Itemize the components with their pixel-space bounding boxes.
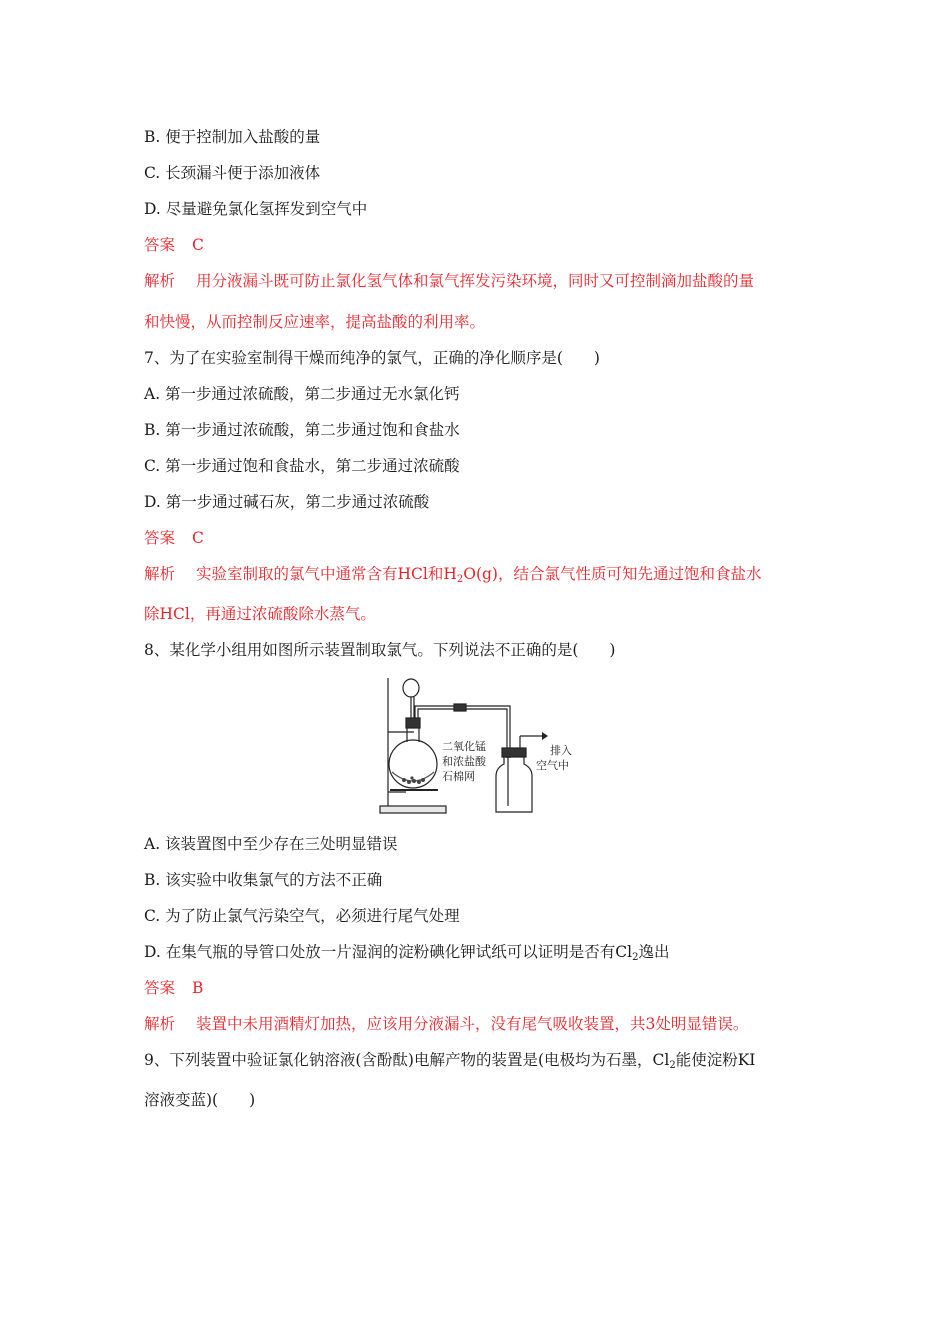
q6-explanation-line-2: 和快慢，从而控制反应速率，提高盐酸的利用率。 [144,313,486,331]
answer-value: C [192,529,204,547]
funnel-bulb [403,679,419,697]
explanation-text: 用分液漏斗既可防止氯化氢气体和氯气挥发污染环境，同时又可控制滴加盐酸的量 [196,272,755,290]
stem-text-post: 能使淀粉KI [675,1051,756,1069]
label-reagent-1: 二氧化锰 [442,740,486,753]
explanation-text-pre: 实验室制取的氯气中通常含有HCl和H [196,565,457,583]
q8-explanation-line-1 [144,1014,748,1034]
q6-explanation-line-1 [144,271,754,291]
q7-explanation-line-2: 除HCl，再通过浓硫酸除水蒸气。 [144,605,376,623]
stem-text-pre: 9、下列装置中验证氯化钠溶液(含酚酞)电解产物的装置是(电极均为石墨，Cl [144,1051,670,1069]
q7-option-c: C. 第一步通过饱和食盐水，第二步通过浓硫酸 [144,457,460,475]
explanation-label: 解析 [144,272,176,290]
subscript: 2 [632,952,639,963]
explanation-text-post: O(g)，结合氯气性质可知先通过饱和食盐水 [463,565,762,583]
option-text-post: 逸出 [638,943,670,961]
q9-stem-line-2: 溶液变蓝)( ) [144,1091,256,1109]
q8-stem: 8、某化学小组用如图所示装置制取氯气。下列说法不正确的是( ) [144,641,616,659]
flask-stopper [406,718,420,728]
q6-option-c: C. 长颈漏斗便于添加液体 [144,164,321,182]
subscript: 2 [456,574,464,585]
manganese-dioxide [402,776,425,784]
q7-option-b: B. 第一步通过浓硫酸，第二步通过饱和食盐水 [144,421,460,439]
bottle-stopper [502,748,526,757]
q7-stem: 7、为了在实验室制得干燥而纯净的氯气，正确的净化顺序是( ) [144,349,600,367]
label-gauze: 石棉网 [442,770,475,783]
chlorine-apparatus-figure [368,672,588,820]
stand-base [380,806,446,813]
q8-answer [144,978,203,998]
q6-option-b: B. 便于控制加入盐酸的量 [144,128,321,146]
q8-option-c: C. 为了防止氯气污染空气，必须进行尾气处理 [144,907,460,925]
q9-stem-line-1 [144,1050,755,1070]
tube-joint [454,704,466,711]
answer-label: 答案 [144,236,176,254]
q8-option-b: B. 该实验中收集氯气的方法不正确 [144,871,383,889]
q7-option-d: D. 第一步通过碱石灰，第二步通过浓硫酸 [144,493,430,511]
explanation-label: 解析 [144,565,176,583]
q8-option-d [144,942,669,962]
label-reagent-2: 和浓盐酸 [442,755,486,768]
label-exhaust-1: 排入 [550,744,572,757]
q6-option-d: D. 尽量避免氯化氢挥发到空气中 [144,200,368,218]
subscript: 2 [669,1060,676,1071]
q7-answer [144,528,204,548]
answer-label: 答案 [144,529,176,547]
q6-answer [144,235,204,255]
option-text-pre: D. 在集气瓶的导管口处放一片湿润的淀粉碘化钾试纸可以证明是否有Cl [144,943,633,961]
answer-value: C [192,236,204,254]
answer-label: 答案 [144,979,176,997]
q7-option-a: A. 第一步通过浓硫酸，第二步通过无水氯化钙 [144,385,460,403]
q7-explanation-line-1 [144,564,761,584]
label-exhaust-2: 空气中 [536,759,569,772]
q8-option-a: A. 该装置图中至少存在三处明显错误 [144,835,398,853]
explanation-text: 装置中未用酒精灯加热，应该用分液漏斗，没有尾气吸收装置，共3处明显错误。 [196,1015,749,1033]
answer-value: B [192,979,204,997]
gas-collecting-bottle [496,757,532,812]
explanation-label: 解析 [144,1015,176,1033]
